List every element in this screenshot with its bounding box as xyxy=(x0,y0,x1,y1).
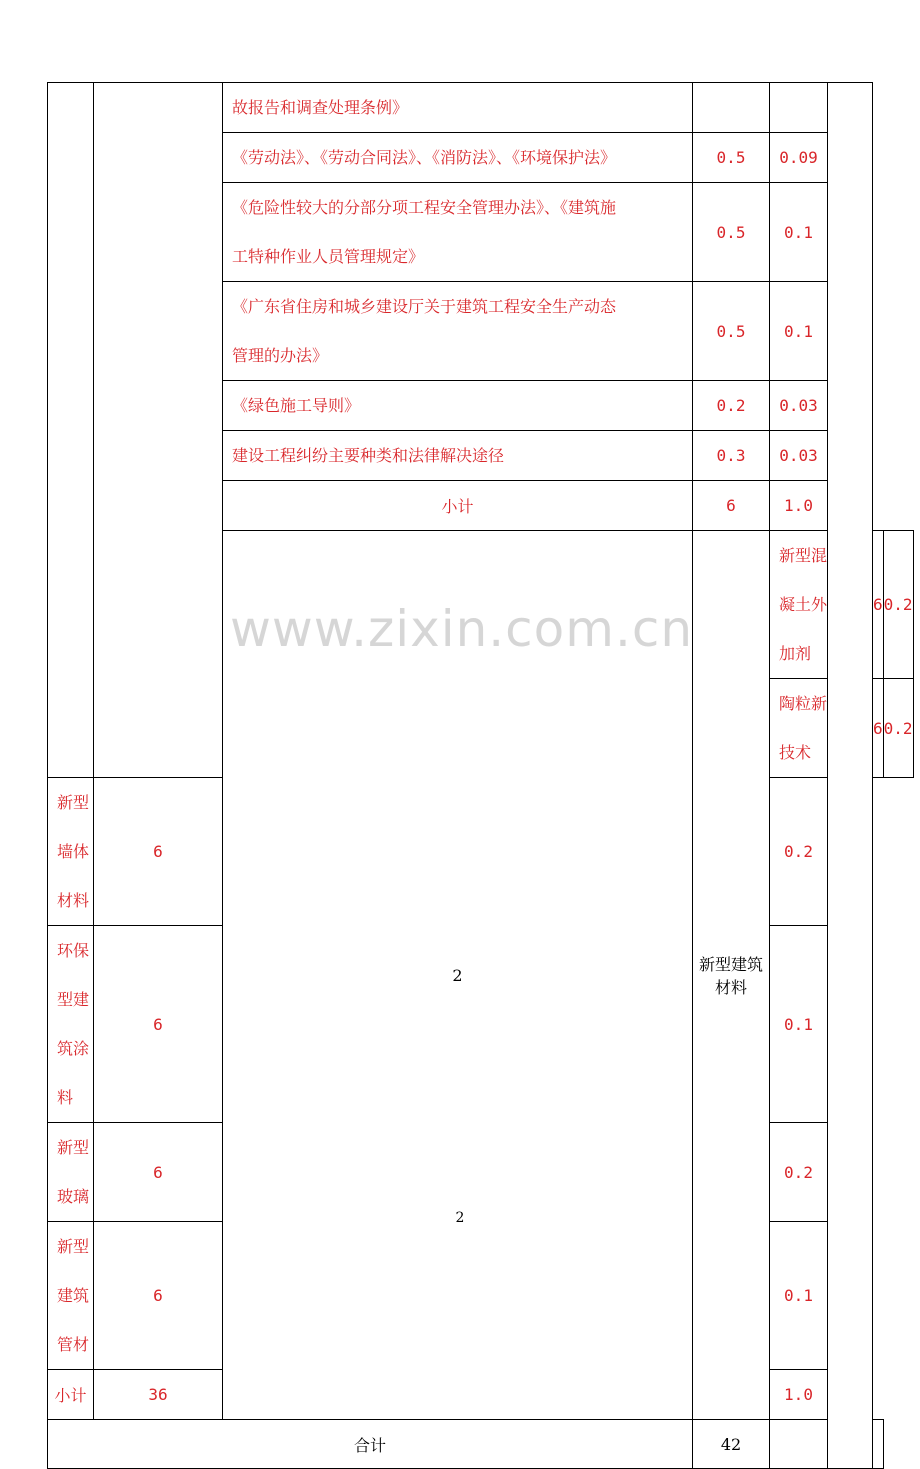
hours-cell: 0.3 xyxy=(693,431,770,481)
weight-cell: 0.1 xyxy=(770,282,828,381)
weight-cell: 0.1 xyxy=(770,1222,828,1370)
topic-line: 工特种作业人员管理规定》 xyxy=(232,247,425,266)
topic-cell: 建设工程纠纷主要种类和法律解决途径 xyxy=(223,431,693,481)
total-weight xyxy=(770,1420,828,1469)
weight-cell: 0.2 xyxy=(883,531,913,679)
hours-cell: 6 xyxy=(94,1123,223,1222)
topic-cell: 新型墙体材料 xyxy=(48,778,94,926)
topic-cell: 新型建筑管材 xyxy=(48,1222,94,1370)
weight-cell: 0.2 xyxy=(770,778,828,926)
page-number: 2 xyxy=(455,1210,465,1226)
subtotal-hours: 6 xyxy=(693,481,770,531)
subtotal-weight: 1.0 xyxy=(770,481,828,531)
subtotal-hours: 36 xyxy=(94,1370,223,1420)
remarks-cell xyxy=(828,83,873,1469)
weight-cell: 0.1 xyxy=(770,926,828,1123)
weight-cell: 0.2 xyxy=(883,679,913,778)
hours-cell: 6 xyxy=(94,926,223,1123)
subtotal-label: 小计 xyxy=(223,481,693,531)
course-table xyxy=(47,82,914,1469)
topic-line: 《危险性较大的分部分项工程安全管理办法》、《建筑施 xyxy=(232,198,617,217)
topic-cell: 故报告和调查处理条例》 xyxy=(223,83,693,133)
total-row xyxy=(48,1420,914,1469)
subtotal-label: 小计 xyxy=(48,1370,94,1420)
hours-cell: 6 xyxy=(94,778,223,926)
weight-cell: 0.03 xyxy=(770,381,828,431)
weight-cell: 0.09 xyxy=(770,133,828,183)
topic-cell xyxy=(223,282,693,381)
watermark: www.zixin.com.cn xyxy=(230,600,694,658)
group-category: 新型建筑材料 xyxy=(693,531,770,1420)
topic-cell: 陶粒新技术 xyxy=(770,679,828,778)
hours-cell: 0.5 xyxy=(693,183,770,282)
hours-cell: 0.5 xyxy=(693,133,770,183)
topic-cell xyxy=(223,183,693,282)
hours-cell: 0.5 xyxy=(693,282,770,381)
weight-cell: 0.2 xyxy=(770,1123,828,1222)
weight-cell xyxy=(770,83,828,133)
topic-line: 《广东省住房和城乡建设厅关于建筑工程安全生产动态 xyxy=(232,297,617,316)
subtotal-weight: 1.0 xyxy=(770,1370,828,1420)
topic-cell: 环保型建筑涂料 xyxy=(48,926,94,1123)
hours-cell: 6 xyxy=(873,531,884,679)
table-row xyxy=(48,83,914,133)
total-hours: 42 xyxy=(693,1420,770,1469)
total-label: 合计 xyxy=(48,1420,693,1469)
topic-cell: 《劳动法》、《劳动合同法》、《消防法》、《环境保护法》 xyxy=(223,133,693,183)
category-cell xyxy=(94,83,223,778)
hours-cell: 6 xyxy=(873,679,884,778)
topic-cell: 新型玻璃 xyxy=(48,1123,94,1222)
hours-cell xyxy=(693,83,770,133)
topic-cell: 《绿色施工导则》 xyxy=(223,381,693,431)
topic-line: 管理的办法》 xyxy=(232,346,329,365)
weight-cell: 0.1 xyxy=(770,183,828,282)
index-cell xyxy=(48,83,94,778)
hours-cell: 6 xyxy=(94,1222,223,1370)
group-index: 2 xyxy=(223,531,693,1420)
hours-cell: 0.2 xyxy=(693,381,770,431)
weight-cell: 0.03 xyxy=(770,431,828,481)
total-remarks xyxy=(873,1420,884,1469)
topic-cell: 新型混凝土外加剂 xyxy=(770,531,828,679)
